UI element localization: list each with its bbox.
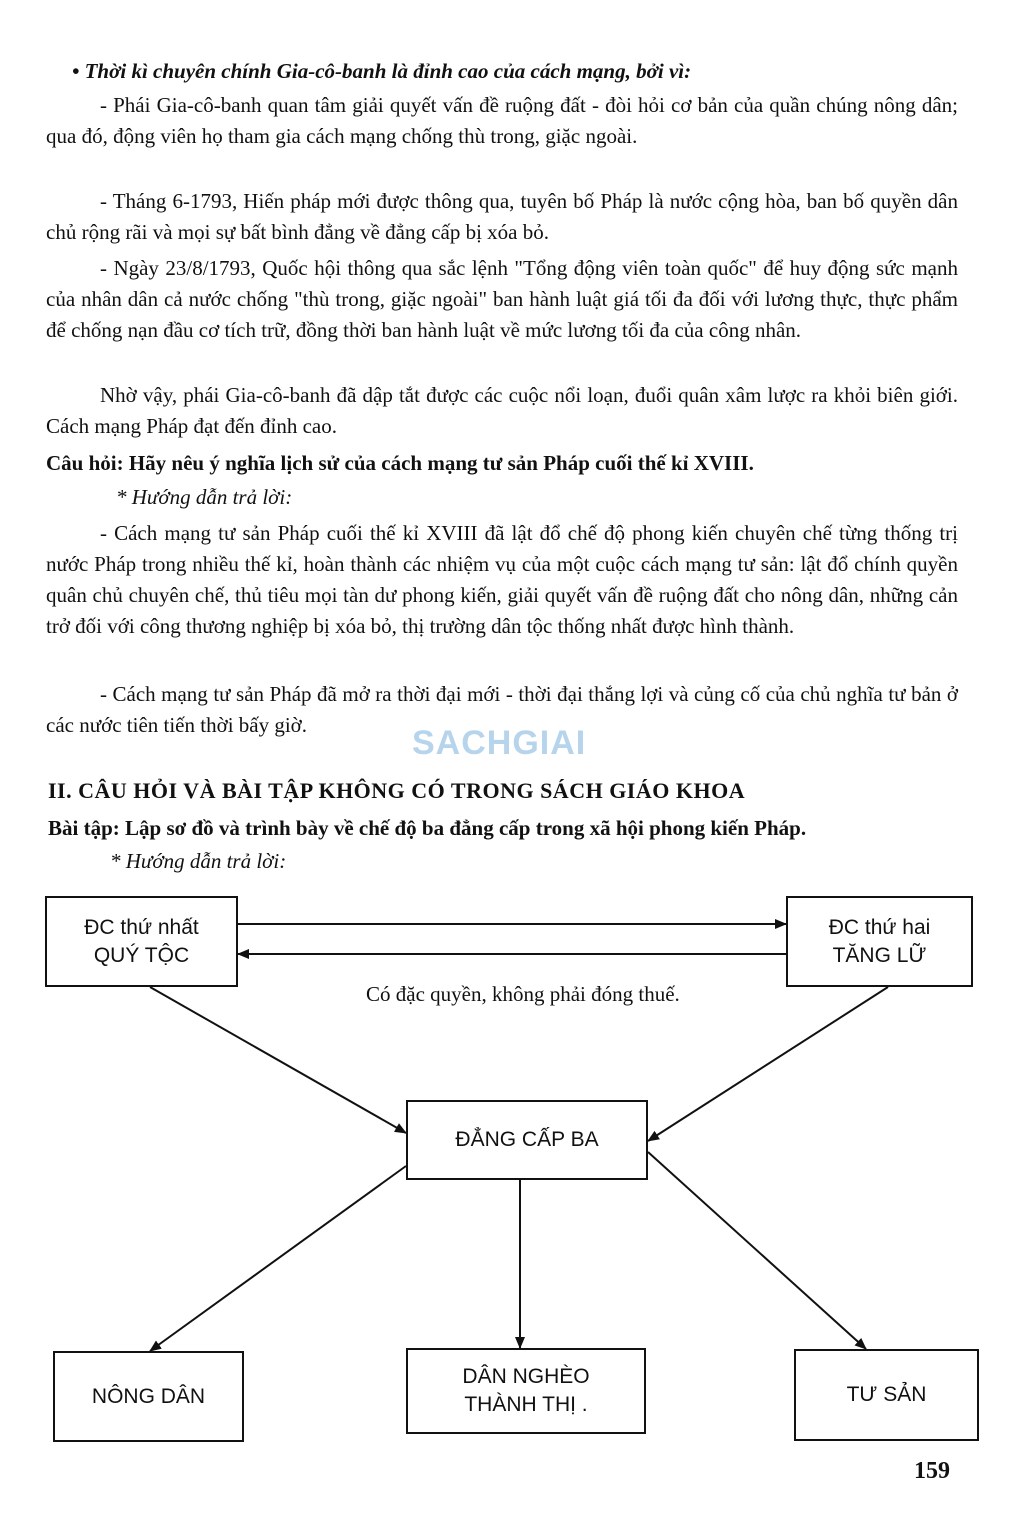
bourgeoisie-box: TƯ SẢN (794, 1349, 979, 1441)
arrow-third-to-peasants (150, 1166, 406, 1351)
answer-1: - Cách mạng tư sản Pháp cuối thế kỉ XVIII đã lật đổ chế độ phong kiến chuyên chế từng thống trị nước Pháp trong nhiều thế kỉ, hoàn thành các nhiệm vụ của một cuộc cách mạng tư sản: lật đổ chính quyền quân chủ chuyên chế, thủ tiêu mọi tàn dư phong kiến, giải quyết vấn đề ruộng đất cho nông dân, những cản trở đối với công thương nghiệp bị xóa bỏ, thị trường dân tộc thống nhất được hình thành. (46, 521, 958, 638)
second-estate-line1: ĐC thứ hai (828, 915, 931, 939)
paragraph-2: - Tháng 6-1793, Hiến pháp mới được thông qua, tuyên bố Pháp là nước cộng hòa, ban bố quyền dân chủ rộng rãi và mọi sự bất bình đẳng về đẳng cấp bị xóa bỏ. (46, 189, 958, 244)
second-estate-box (786, 896, 973, 987)
answer-guide-2: * Hướng dẫn trả lời: (110, 849, 287, 873)
first-estate-line1: ĐC thứ nhất (84, 915, 199, 939)
answer-2: - Cách mạng tư sản Pháp đã mở ra thời đại mới - thời đại thắng lợi và củng cố của chủ nghĩa tư bản ở các nước tiên tiến thời bấy giờ. (46, 682, 958, 737)
first-estate-line2: QUÝ TỘC (93, 943, 190, 967)
paragraph-4: Nhờ vậy, phái Gia-cô-banh đã dập tắt được các cuộc nổi loạn, đuổi quân xâm lược ra khỏi biên giới. Cách mạng Pháp đạt đến đỉnh cao. (46, 383, 958, 438)
first-estate-box (45, 896, 238, 987)
answer-guide-1: * Hướng dẫn trả lời: (116, 485, 293, 509)
third-estate-box: ĐẲNG CẤP BA (406, 1100, 648, 1180)
arrow-nobility-to-third (150, 987, 406, 1133)
peasants-box: NÔNG DÂN (53, 1351, 244, 1442)
urban-poor-line2: THÀNH THỊ . (464, 1393, 588, 1416)
section-title: II. CÂU HỎI VÀ BÀI TẬP KHÔNG CÓ TRONG SÁCH GIÁO KHOA (48, 778, 746, 803)
arrow-clergy-to-third (648, 987, 888, 1141)
second-estate-line2: TĂNG LỮ (832, 943, 927, 967)
watermark: SACHGIAI (412, 724, 587, 762)
privilege-note: Có đặc quyền, không phải đóng thuế. (366, 982, 680, 1006)
paragraph-3: - Ngày 23/8/1793, Quốc hội thông qua sắc lệnh "Tổng động viên toàn quốc" để huy động sức mạnh của nhân dân cả nước chống "thù trong, giặc ngoài" ban hành luật giá tối đa đối với lương thực, thực phẩm để chống nạn đầu cơ tích trữ, đồng thời ban hành luật về mức lương tối đa của công nhân. (46, 256, 958, 342)
question: Câu hỏi: Hãy nêu ý nghĩa lịch sử của cách mạng tư sản Pháp cuối thế kỉ XVIII. (46, 451, 754, 475)
paragraph-1: - Phái Gia-cô-banh quan tâm giải quyết vấn đề ruộng đất - đòi hỏi cơ bản của quần chúng nông dân; qua đó, động viên họ tham gia cách mạng chống thù trong, giặc ngoài. (46, 93, 958, 148)
urban-poor-line1: DÂN NGHÈO (462, 1365, 590, 1388)
exercise-title: Bài tập: Lập sơ đồ và trình bày về chế độ ba đẳng cấp trong xã hội phong kiến Pháp. (48, 816, 807, 840)
page-number: 159 (914, 1458, 950, 1484)
arrow-third-to-bourgeoisie (648, 1152, 866, 1349)
heading-bullet: • Thời kì chuyên chính Gia-cô-banh là đỉnh cao của cách mạng, bởi vì: (72, 59, 692, 83)
urban-poor-box (406, 1348, 646, 1434)
